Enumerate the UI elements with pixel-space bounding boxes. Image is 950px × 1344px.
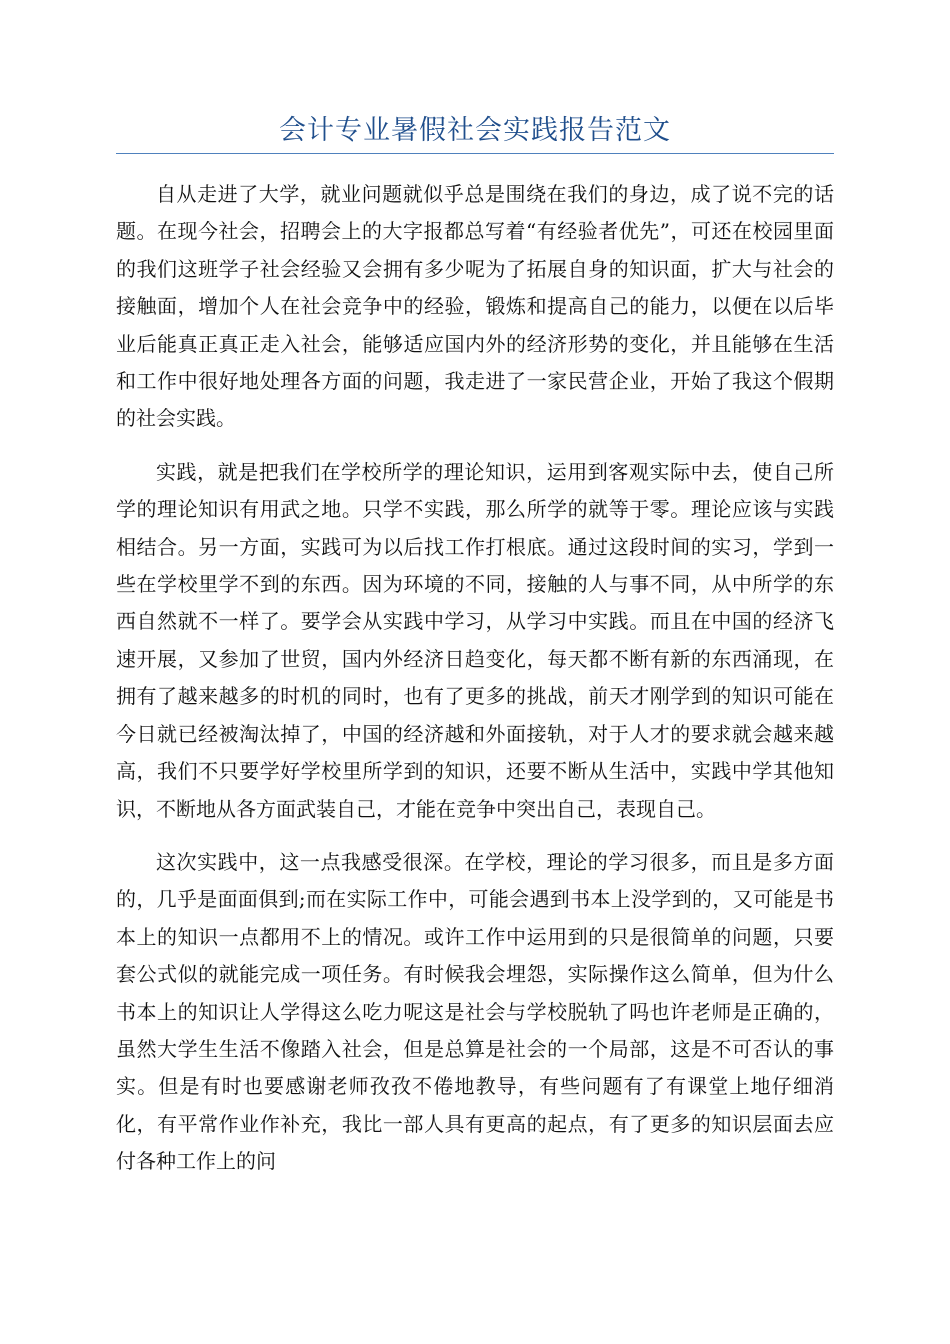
paragraph-2: 实践，就是把我们在学校所学的理论知识，运用到客观实际中去，使自己所学的理论知识有用武之地。只学不实践，那么所学的就等于零。理论应该与实践相结合。另一方面，实践可为以后找工作打根底。通过这段时间的实习，学到一些在学校里学不到的东西。因为环境的不同，接触的人与事不同，从中所学的东西自然就不一样了。要学会从实践中学习，从学习中实践。而且在中国的经济飞速开展，又参加了世贸，国内外经济日趋变化，每天都不断有新的东西涌现，在拥有了越来越多的时机的同时，也有了更多的挑战，前天才刚学到的知识可能在今日就已经被淘汰掉了，中国的经济越和外面接轨，对于人才的要求就会越来越高，我们不只要学好学校里所学到的知识，还要不断从生活中，实践中学其他知识，不断地从各方面武装自己，才能在竞争中突出自己，表现自己。	[116, 459, 834, 821]
document-body	[116, 176, 834, 1197]
paragraph-1: 自从走进了大学，就业问题就似乎总是围绕在我们的身边，成了说不完的话题。在现今社会，招聘会上的大字报都总写着“有经验者优先”，可还在校园里面的我们这班学子社会经验又会拥有多少呢为了拓展自身的知识面，扩大与社会的接触面，增加个人在社会竞争中的经验，锻炼和提高自己的能力，以便在以后毕业后能真正真正走入社会，能够适应国内外的经济形势的变化，并且能够在生活和工作中很好地处理各方面的问题，我走进了一家民营企业，开始了我这个假期的社会实践。	[116, 182, 834, 431]
document-title: 会计专业暑假社会实践报告范文	[279, 115, 671, 146]
title-underline	[116, 153, 834, 154]
paragraph-3: 这次实践中，这一点我感受很深。在学校，理论的学习很多，而且是多方面的，几乎是面面俱到;而在实际工作中，可能会遇到书本上没学到的，又可能是书本上的知识一点都用不上的情况。或许工作中运用到的只是很简单的问题，只要套公式似的就能完成一项任务。有时候我会埋怨，实际操作这么简单，但为什么书本上的知识让人学得这么吃力呢这是社会与学校脱轨了吗也许老师是正确的，虽然大学生生活不像踏入社会，但是总算是社会的一个局部，这是不可否认的事实。但是有时也要感谢老师孜孜不倦地教导，有些问题有了有课堂上地仔细消化，有平常作业作补充，我比一部人具有更高的起点，有了更多的知识层面去应付各种工作上的问	[116, 849, 834, 1174]
